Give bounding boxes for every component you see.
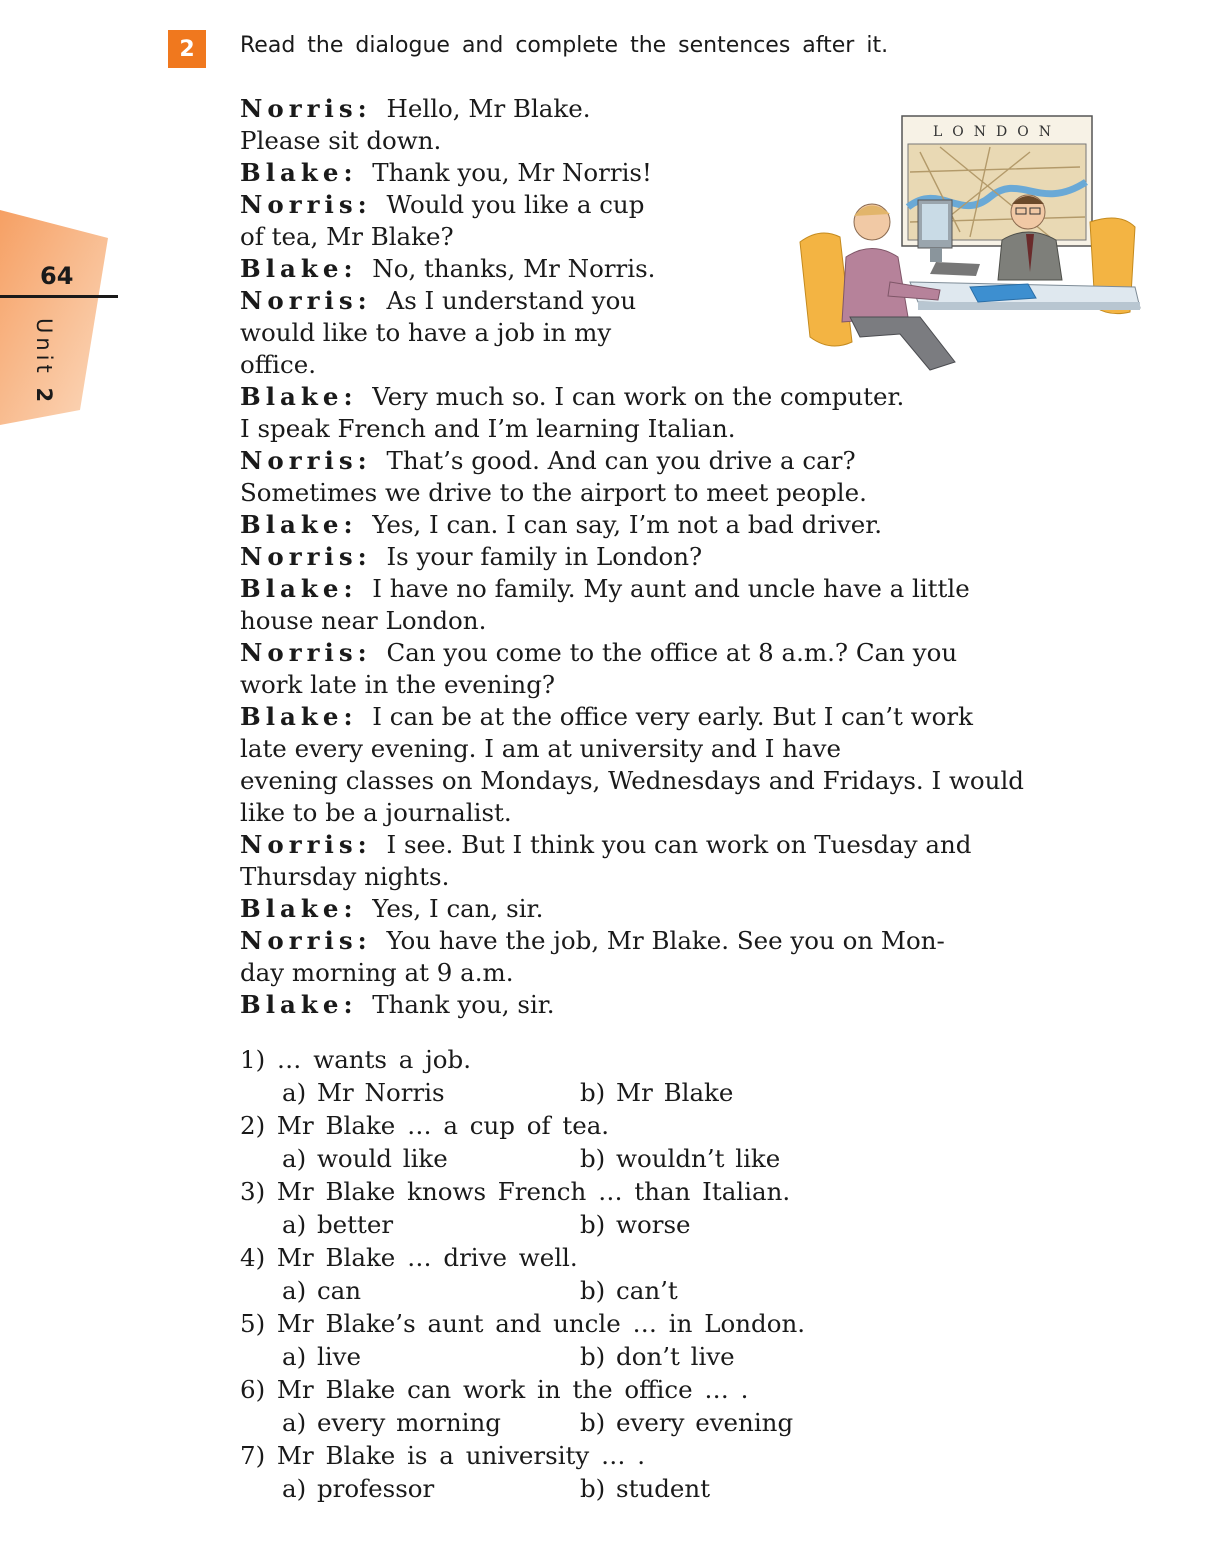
- dialogue-line: Norris: Can you come to the office at 8 a.m.? Can you: [240, 638, 958, 667]
- question-options: [240, 1340, 940, 1373]
- speaker-name: Norris: [240, 94, 358, 123]
- speaker-name: Blake: [240, 894, 344, 923]
- dialogue-line: Norris: You have the job, Mr Blake. See you on Mon-: [240, 926, 945, 955]
- question-text: 6) Mr Blake can work in the office … .: [240, 1375, 749, 1404]
- question-options: [240, 1208, 940, 1241]
- unit-label: [32, 318, 56, 406]
- speaker-name: Norris: [240, 190, 358, 219]
- dialogue-line: would like to have a job in my: [240, 318, 612, 347]
- speaker-name: Blake: [240, 702, 344, 731]
- dialogue-line: office.: [240, 350, 317, 379]
- speaker-name: Norris: [240, 830, 358, 859]
- option-a: a) would like: [282, 1144, 448, 1173]
- dialogue-line: I speak French and I’m learning Italian.: [240, 414, 736, 443]
- unit-number: 2: [32, 387, 56, 407]
- dialogue-line: Norris: Would you like a cup: [240, 190, 645, 219]
- dialogue-line: Norris: I see. But I think you can work on Tuesday and: [240, 830, 972, 859]
- question-text: 5) Mr Blake’s aunt and uncle … in London.: [240, 1309, 806, 1338]
- dialogue-line: evening classes on Mondays, Wednesdays and Fridays. I would: [240, 766, 1024, 795]
- dialogue-line: Norris: As I understand you: [240, 286, 637, 315]
- dialogue-line: Blake: No, thanks, Mr Norris.: [240, 254, 656, 283]
- dialogue-line: Norris: Hello, Mr Blake.: [240, 94, 591, 123]
- dialogue-line: work late in the evening?: [240, 670, 556, 699]
- dialogue-line: house near London.: [240, 606, 487, 635]
- option-a: a) can: [282, 1276, 362, 1305]
- speaker-name: Norris: [240, 926, 358, 955]
- option-a: a) professor: [282, 1474, 435, 1503]
- speaker-name: Norris: [240, 542, 358, 571]
- dialogue-line: like to be a journalist.: [240, 798, 512, 827]
- dialogue-line: Norris: Is your family in London?: [240, 542, 703, 571]
- question-options: [240, 1472, 940, 1505]
- speaker-name: Blake: [240, 990, 344, 1019]
- question-text: 4) Mr Blake … drive well.: [240, 1243, 578, 1272]
- speaker-name: Blake: [240, 574, 344, 603]
- question-text: 2) Mr Blake … a cup of tea.: [240, 1111, 610, 1140]
- map-label: LONDON: [933, 124, 1061, 140]
- speaker-name: Blake: [240, 382, 344, 411]
- speaker-name: Norris: [240, 446, 358, 475]
- unit-word: Unit: [32, 318, 56, 377]
- questions-list: [240, 1043, 940, 1505]
- question-options: [240, 1274, 940, 1307]
- speaker-name: Blake: [240, 254, 344, 283]
- question-options: [240, 1406, 940, 1439]
- speaker-name: Norris: [240, 638, 358, 667]
- option-b: b) can’t: [580, 1276, 678, 1305]
- dialogue-line: Norris: That’s good. And can you drive a car?: [240, 446, 856, 475]
- page-number: 64: [40, 262, 74, 290]
- dialogue-line: Blake: Yes, I can. I can say, I’m not a bad driver.: [240, 510, 883, 539]
- dialogue-line: Sometimes we drive to the airport to meet people.: [240, 478, 867, 507]
- dialogue-line: Blake: Yes, I can, sir.: [240, 894, 544, 923]
- dialogue-line: Blake: I can be at the office very early. But I can’t work: [240, 702, 973, 731]
- option-b: b) every evening: [580, 1408, 794, 1437]
- dialogue-line: Blake: Thank you, sir.: [240, 990, 555, 1019]
- option-b: b) wouldn’t like: [580, 1144, 781, 1173]
- dialogue-line: of tea, Mr Blake?: [240, 222, 454, 251]
- dialogue-line: Blake: Very much so. I can work on the computer.: [240, 382, 905, 411]
- speaker-name: Norris: [240, 286, 358, 315]
- question-text: 7) Mr Blake is a university … .: [240, 1441, 646, 1470]
- task-number-badge: 2: [168, 30, 206, 68]
- option-a: a) every morning: [282, 1408, 501, 1437]
- option-b: b) Mr Blake: [580, 1078, 734, 1107]
- dialogue-line: Please sit down.: [240, 126, 442, 155]
- dialogue-line: day morning at 9 a.m.: [240, 958, 514, 987]
- dialogue-line: Blake: I have no family. My aunt and uncle have a little: [240, 574, 970, 603]
- dialogue-line: late every evening. I am at university and I have: [240, 734, 841, 763]
- dialogue-line: Blake: Thank you, Mr Norris!: [240, 158, 652, 187]
- speaker-name: Blake: [240, 158, 344, 187]
- speaker-name: Blake: [240, 510, 344, 539]
- question-text: 3) Mr Blake knows French … than Italian.: [240, 1177, 791, 1206]
- option-a: a) live: [282, 1342, 361, 1371]
- option-a: a) Mr Norris: [282, 1078, 445, 1107]
- option-b: b) don’t live: [580, 1342, 735, 1371]
- dialogue: [240, 93, 1162, 1021]
- option-b: b) worse: [580, 1210, 691, 1239]
- dialogue-line: Thursday nights.: [240, 862, 450, 891]
- question-text: 1) … wants a job.: [240, 1045, 471, 1074]
- question-options: [240, 1142, 940, 1175]
- option-b: b) student: [580, 1474, 711, 1503]
- task-instruction: Read the dialogue and complete the sentences after it.: [240, 33, 889, 58]
- side-divider: [0, 295, 118, 298]
- question-options: [240, 1076, 940, 1109]
- option-a: a) better: [282, 1210, 394, 1239]
